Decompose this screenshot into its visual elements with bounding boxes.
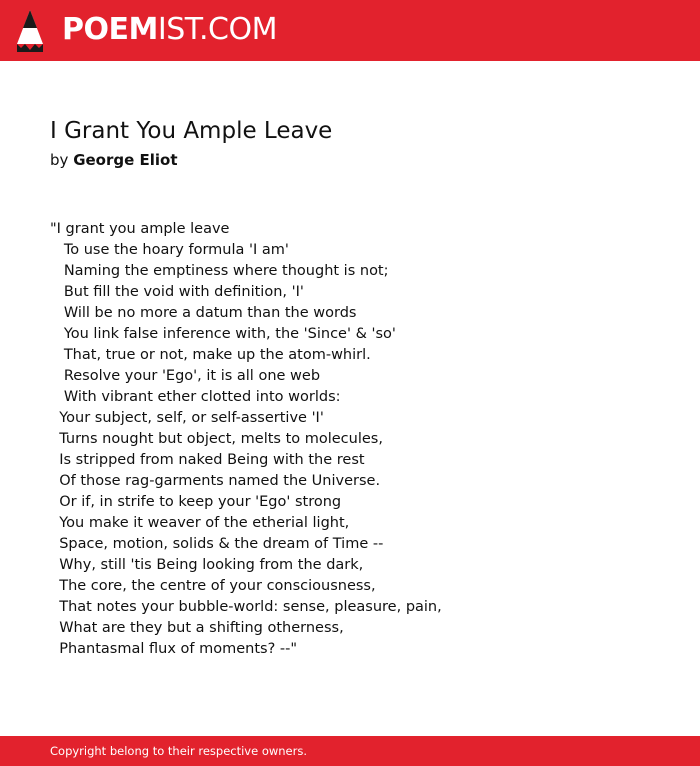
poem-line: Resolve your 'Ego', it is all one web (50, 368, 321, 384)
poem-line: Is stripped from naked Being with the rest (50, 452, 365, 468)
site-header (0, 0, 700, 61)
poem-line: Your subject, self, or self-assertive 'I' (50, 410, 324, 426)
poem-line: To use the hoary formula 'I am' (50, 242, 289, 258)
poem-line: But fill the void with definition, 'I' (50, 284, 304, 300)
poem-line: Of those rag-garments named the Universe. (50, 473, 381, 489)
poem-line: Phantasmal flux of moments? --" (50, 641, 298, 657)
copyright-text: Copyright belong to their respective owners. (50, 744, 308, 758)
poem-line: What are they but a shifting otherness, (50, 620, 344, 636)
poem-line: Why, still 'tis Being looking from the dark, (50, 557, 364, 573)
poem-line: Space, motion, solids & the dream of Time -- (50, 536, 384, 552)
poem-line: That, true or not, make up the atom-whirl. (50, 347, 371, 363)
poem-line: Turns nought but object, melts to molecules, (50, 431, 383, 447)
poem-line: Naming the emptiness where thought is not; (50, 263, 389, 279)
poem-line: You link false inference with, the 'Since' & 'so' (50, 326, 396, 342)
site-footer (0, 736, 700, 766)
poem-line: That notes your bubble-world: sense, pleasure, pain, (50, 599, 442, 615)
author-name: George Eliot (73, 151, 178, 169)
poem-line: With vibrant ether clotted into worlds: (50, 389, 341, 405)
brand-bold: POEM (62, 12, 158, 47)
poem-body (50, 219, 670, 660)
poem-line: The core, the centre of your consciousness, (50, 578, 376, 594)
poem-line: "I grant you ample leave (50, 221, 230, 237)
poem-line: Or if, in strife to keep your 'Ego' strong (50, 494, 342, 510)
brand-light: IST.COM (157, 12, 277, 47)
poem-line: Will be no more a datum than the words (50, 305, 357, 321)
byline (50, 150, 178, 170)
site-logo-wordmark[interactable] (62, 12, 277, 48)
poem-line: You make it weaver of the etherial light, (50, 515, 350, 531)
poem-title: I Grant You Ample Leave (50, 118, 333, 144)
pencil-tip-icon[interactable] (17, 10, 43, 52)
by-label: by (50, 151, 69, 169)
